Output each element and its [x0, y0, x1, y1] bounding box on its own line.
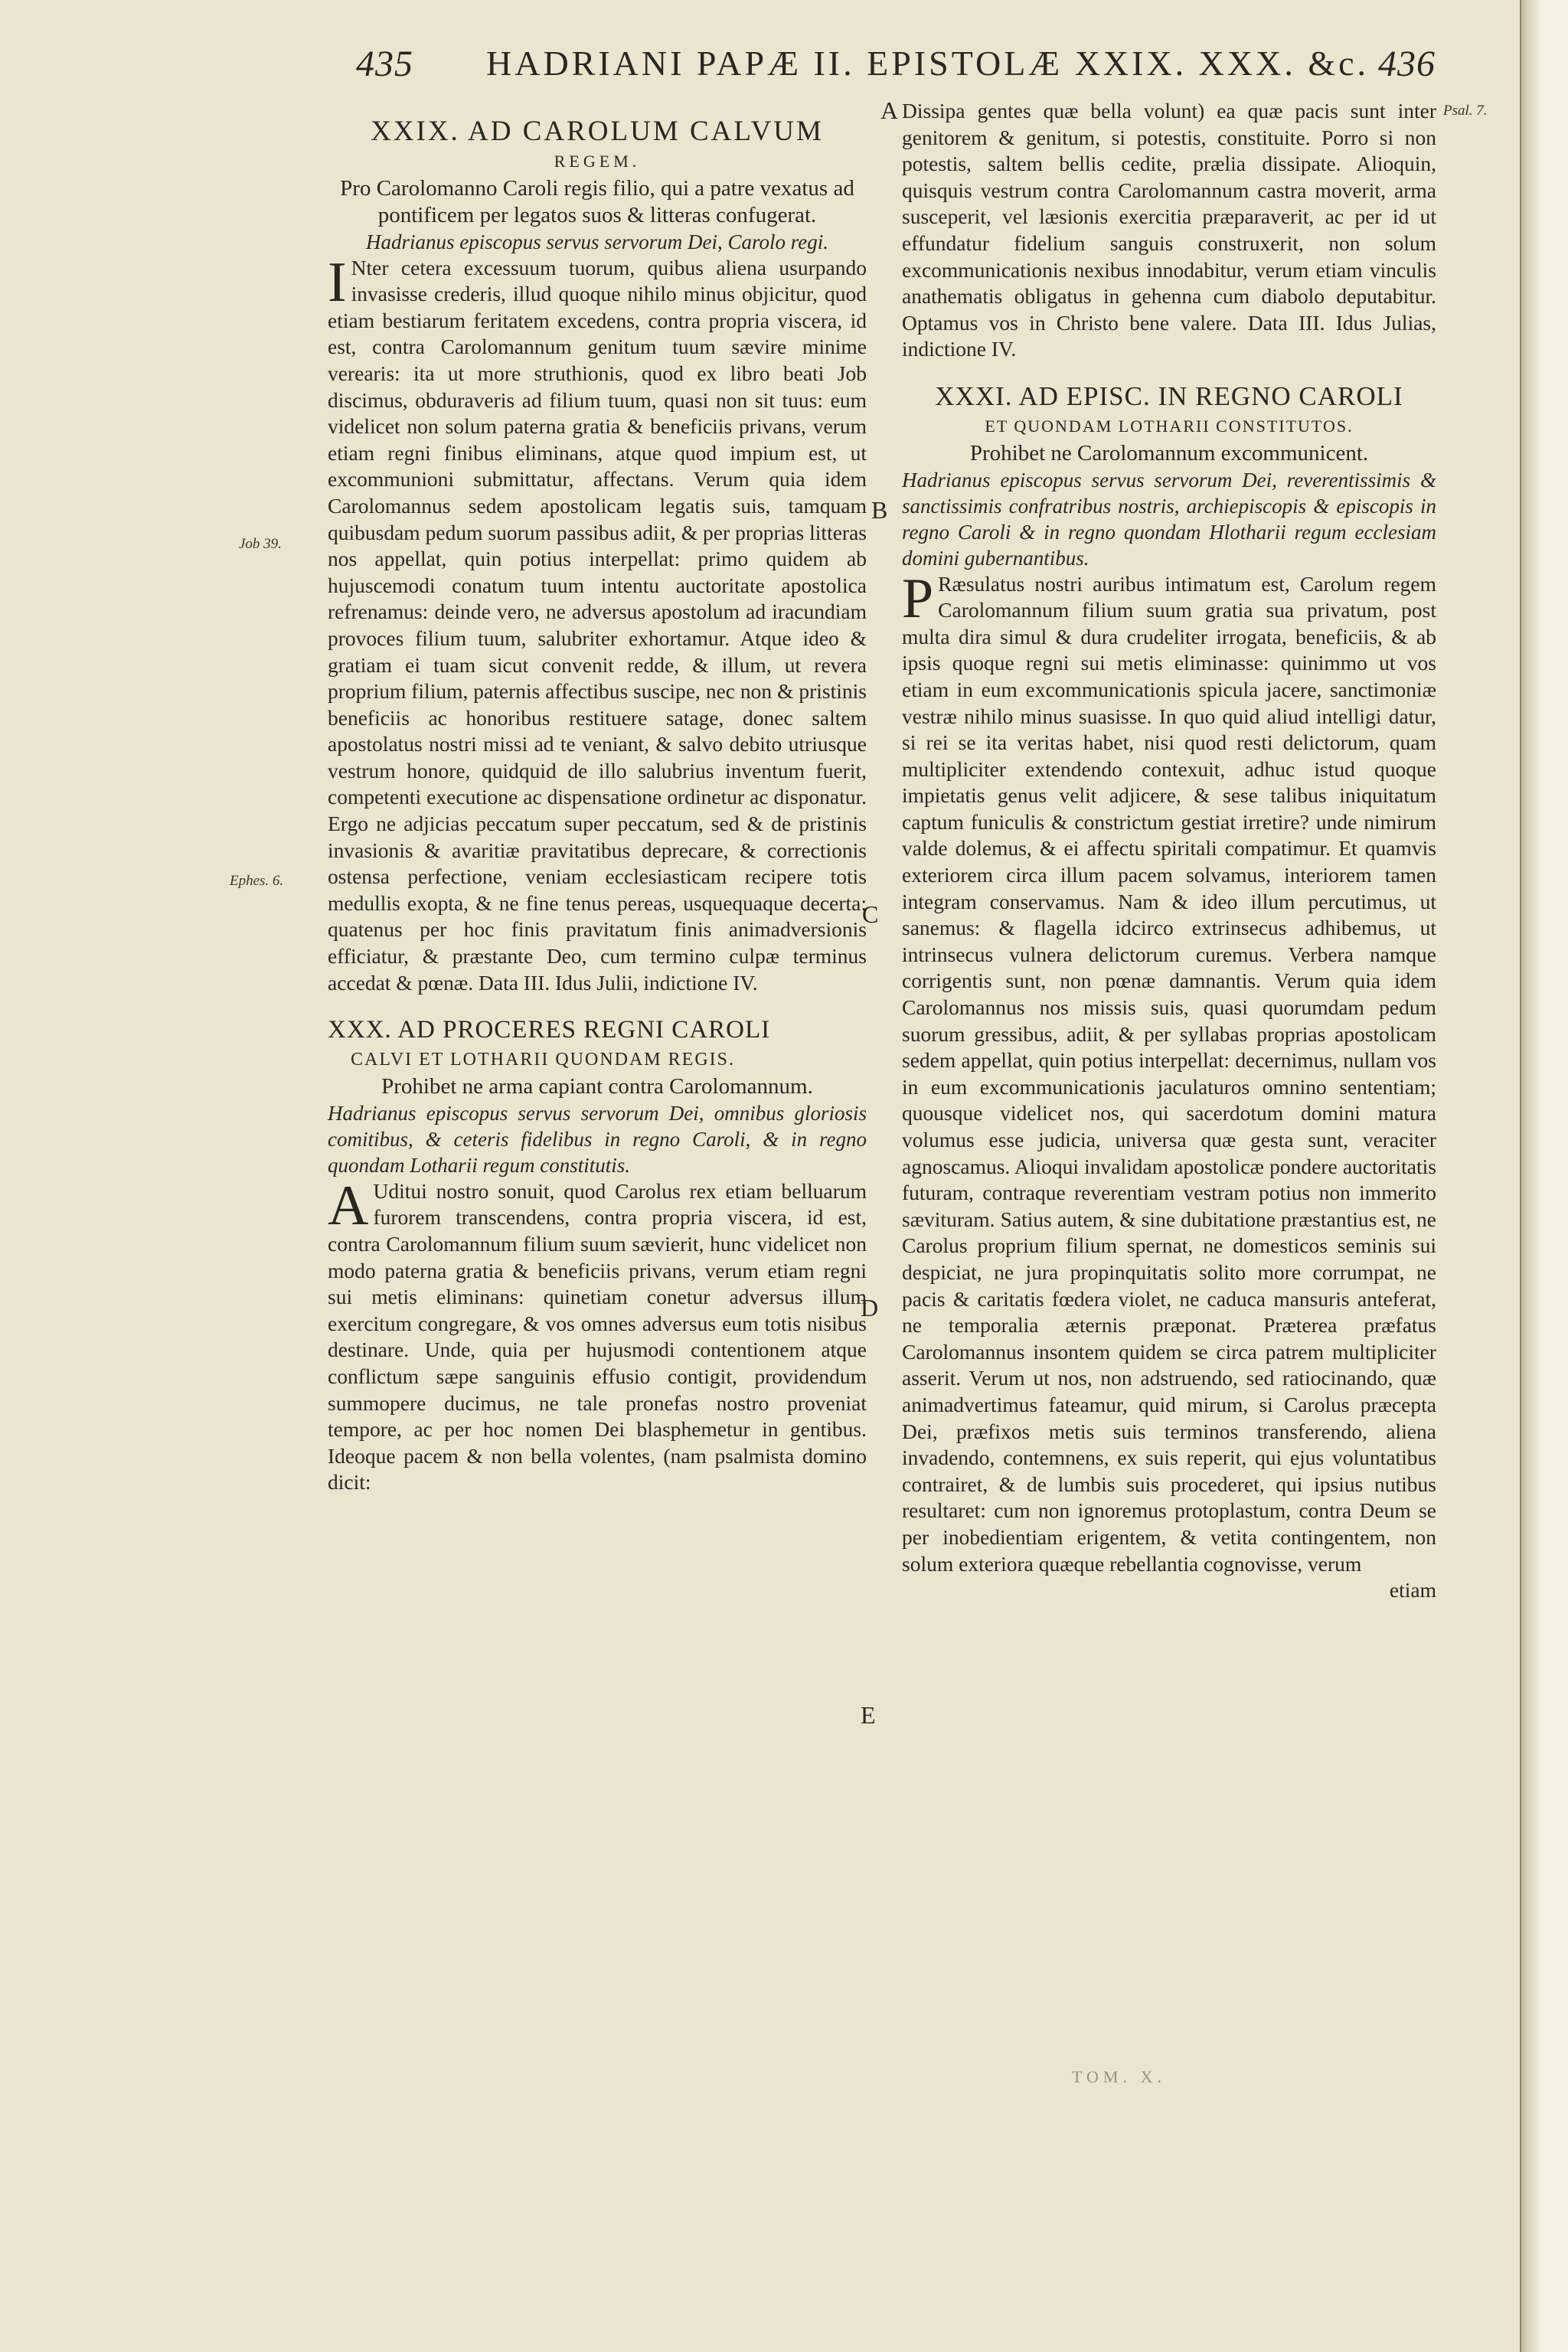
page-header: [348, 43, 1436, 89]
letter-30-salutation: Hadrianus episcopus servus servorum Dei, omnibus gloriosis comitibus, & ceteris fidelibus in regno Caroli, & in regno quondam Lotharii regum constitutis.: [328, 1101, 867, 1177]
letter-29-salutation: Hadrianus episcopus servus servorum Dei, Carolo regi.: [366, 230, 828, 253]
letter-29-text: Nter cetera excessuum tuorum, quibus aliena usurpando invasisse crederis, illud quoque nihilo minus objicitur, quod etiam bestiarum feritatem excedens, contra propria viscera, id est, contra Carolomannum genitum tuum sævire minime verearis: ita ut more struthionis, quod ex libro beati Job discimus, obduraveris ad filium tuum, quasi non sit tuus: eum videlicet non solum paterna gratia & beneficiis privans, verum etiam regni finibus eliminans, atque quod impium est, ut excommunioni submittatur, affectans. Verum quia idem Carolomannus sedem apostolicam legatis suis, tamquam quibusdam pedum suorum passibus adiit, & per proprias litteras nos appellat, quin potius interpellat: primo quidem ab hujuscemodi conatum tuum intentu auctoritate apostolica refrenamus: deinde vero, ne adversus apostolum ad iracundiam provoces filium tuum, salubriter exhortamur. Atque ideo & gratiam ei tuam sicut convenit redde, & illum, ut revera proprium filium, paternis affectibus suscipe, nec non & pristinis beneficiis ac honoribus restituere satage, donec saltem apostolatus nostri missi ad te veniant, & salvo debito utriusque vestrum honore, quidquid de illo salubrius inventum fuerit, competenti executione ac dispensatione ordinetur ac disponatur. Ergo ne adjicias peccatum super peccatum, sed & de pristinis invasionis & avaritiæ pravitatibus deprecare, & correctionis ostensa perfectione, veniam ecclesiasticam recipere totis medullis exopta, & ne fine tenus pereas, usquequaque decerta: quatenus per hoc finis pravitatum finis animadversionis efficiatur, & præstante Deo, cum termino culpæ terminus accedat & pœnæ. Data III. Idus Julii, indictione IV.: [328, 255, 867, 995]
section-letter-d: D: [861, 1294, 879, 1321]
section-letter-c: C: [862, 900, 879, 928]
letter-31-subtitle: ET QUONDAM LOTHARII CONSTITUTOS.: [985, 416, 1354, 436]
right-column: [902, 98, 1436, 1604]
letter-30-summary: Prohibet ne arma capiant contra Carolomannum.: [381, 1073, 813, 1099]
running-title: HADRIANI PAPÆ II. EPISTOLÆ XXIX. XXX. &c.: [486, 44, 1370, 83]
letter-29-dropcap: I: [328, 250, 347, 314]
letter-29-title: XXIX. AD CAROLUM CALVUM: [371, 116, 824, 147]
page-number-left: 435: [356, 44, 413, 84]
letter-29-body: [328, 250, 867, 997]
letter-30-title: XXX. AD PROCERES REGNI CAROLI: [328, 1016, 771, 1044]
letter-30-body: [328, 1174, 867, 1496]
margin-note-ephes: Ephes. 6.: [230, 873, 284, 889]
left-column: [328, 115, 867, 1496]
section-letter-e: E: [861, 1701, 876, 1729]
letter-30-continuation: Dissipa gentes quæ bella volunt) ea quæ pacis sunt inter genitorem & genitum, si potestis, constituite. Porro si non potestis, saltem bellis cedite, prælia dissipate. Alioquin, quisquis vestrum contra Carolomannum castra moverit, arma susceperit, vel læsionis exercitia præparaverit, ac per id ut effundatur fidelium sanguis construxerit, non solum excommunicationis nexibus innodabitur, verum etiam vinculis anathematis obligatus in gehenna cum diabolo deputabitur. Optamus vos in Christo bene valere. Data III. Idus Julias, indictione IV.: [902, 99, 1436, 361]
margin-note-psal: Psal. 7.: [1443, 103, 1488, 119]
letter-31-summary: Prohibet ne Carolomannum excommunicent.: [969, 440, 1369, 466]
letter-31-text: Ræsulatus nostri auribus intimatum est, Carolum regem Carolomannum filium suum gratia sua privatum, post multa dira simul & dura crudeliter irrogata, beneficiis, & ab ipsis quoque regni sui metis eliminasse: quinimmo ut vos etiam in eum excommunicationis spicula jacere, sanctimoniæ vestræ nihilo minus suasisse. In quo quid aliud intelligi datur, si rei se ita veritas habet, nisi quod resti delictorum, quam multipliciter extendendo contexuit, adhuc istud quoque impietatis genus velit adjicere, & sese talibus iniquitatum captum funiculis & constrictum gestiat irretire? unde nimirum valde dolemus, & ei affectu spiritali compatimur. Et quamvis exteriorem circa illum pacem solvamus, interiorem tamen integram conservamus. Nam & ideo illum percutimus, ut sanemus: & flagella idcirco extrinsecus adhibemus, ut intrinsecus vulnera delictorum curemus. Verbera namque corrigentis sunt, non pœnæ damnantis. Verum quia idem Carolomannus nos missis suis, quasi quorumdam pedum suorum gressibus, adiit, & per syllabas proprias apostolicam sedem appellat, quin potius interpellat: decernimus, nullam vos in eum excommunicationis jaculaturos omnino sententiam; quousque videlicet nos, qui sacerdotum domini matura volumus esse judicia, universa quæ gesta sunt, veraciter agnoscamus. Alioqui invalidam apostolicæ pondere auctoritatis futuram, contraque reverentiam vestram potius non immerito sævituram. Satius autem, & sine dubitatione præstantius est, ne Carolus proprium filium spernat, ne domesticos seminis sui despiciat, ne jura propinquitatis solito more corrumpat, ne pacis & caritatis fœdera violet, ne caduca mansuris anteferat, ne temporalia æternis præponat. Præterea præfatus Carolomannus insontem quidem se circa patrem multipliciter asserit. Verum ut nos, non adstruendo, sed ratiocinando, quæ animadvertimus fateamur, quid mirum, si Carolus præcepta Dei, præfixos metis suis terminos transferendo, aliena invadendo, contemnens, ex suis reperit, qui ejus voluntatibus contrairet, & de lumbis suis procederet, qui ipsius nutibus resultaret: cum non ignoremus protoplastum, contra Deum se per inobedientiam erigentem, & vetita contingentem, non solum exteriora quæque rebellantia cognovisse, verum: [902, 571, 1436, 1576]
letter-31-body: [902, 567, 1436, 1578]
section-letter-b: B: [871, 496, 888, 524]
letter-30-dropcap: A: [328, 1174, 369, 1237]
section-letter-a: A: [880, 96, 899, 124]
next-page-edge: [1520, 0, 1568, 2352]
letter-31-dropcap: P: [902, 567, 934, 630]
letter-29-summary: Pro Carolomanno Caroli regis filio, qui a patre vexatus ad pontificem per legatos suos & litteras confugerat.: [340, 175, 854, 227]
signature-mark: TOM. X.: [1072, 2067, 1166, 2086]
catchword: etiam: [1389, 1578, 1436, 1602]
letter-30-subtitle: CALVI ET LOTHARII QUONDAM REGIS.: [351, 1050, 735, 1070]
letter-31-salutation: Hadrianus episcopus servus servorum Dei, reverentissimis & sanctissimis confratribus nostris, archiepiscopis & episcopis in regno Caroli & in regno quondam Hlotharii regum ecclesiam domini gubernantibus.: [902, 468, 1436, 570]
margin-note-job: Job 39.: [239, 536, 282, 552]
page-number-right: 436: [1378, 44, 1436, 84]
letter-30-text: Uditui nostro sonuit, quod Carolus rex etiam belluarum furorem transcendens, contra propria viscera, id est, contra Carolomannum filium suum sævierit, hunc videlicet non modo paterna gratia & beneficiis privans, verum etiam regni sui metis eliminans: quinetiam conetur adversus illum exercitum congregare, & vos omnes adversus eum totis nisibus destinare. Unde, quia per hujusmodi contentionem atque conflictum sæpe sanguinis effusio contigit, providendum summopere ducimus, ne tale pronefas nostro proveniat tempore, ac per hoc nomen Dei blasphemetur in gentibus. Ideoque pacem & non bella volentes, (nam psalmista domino dicit:: [328, 1178, 867, 1494]
letter-31-title: XXXI. AD EPISC. IN REGNO CAROLI: [935, 381, 1403, 411]
letter-29-subtitle: REGEM.: [554, 152, 641, 171]
